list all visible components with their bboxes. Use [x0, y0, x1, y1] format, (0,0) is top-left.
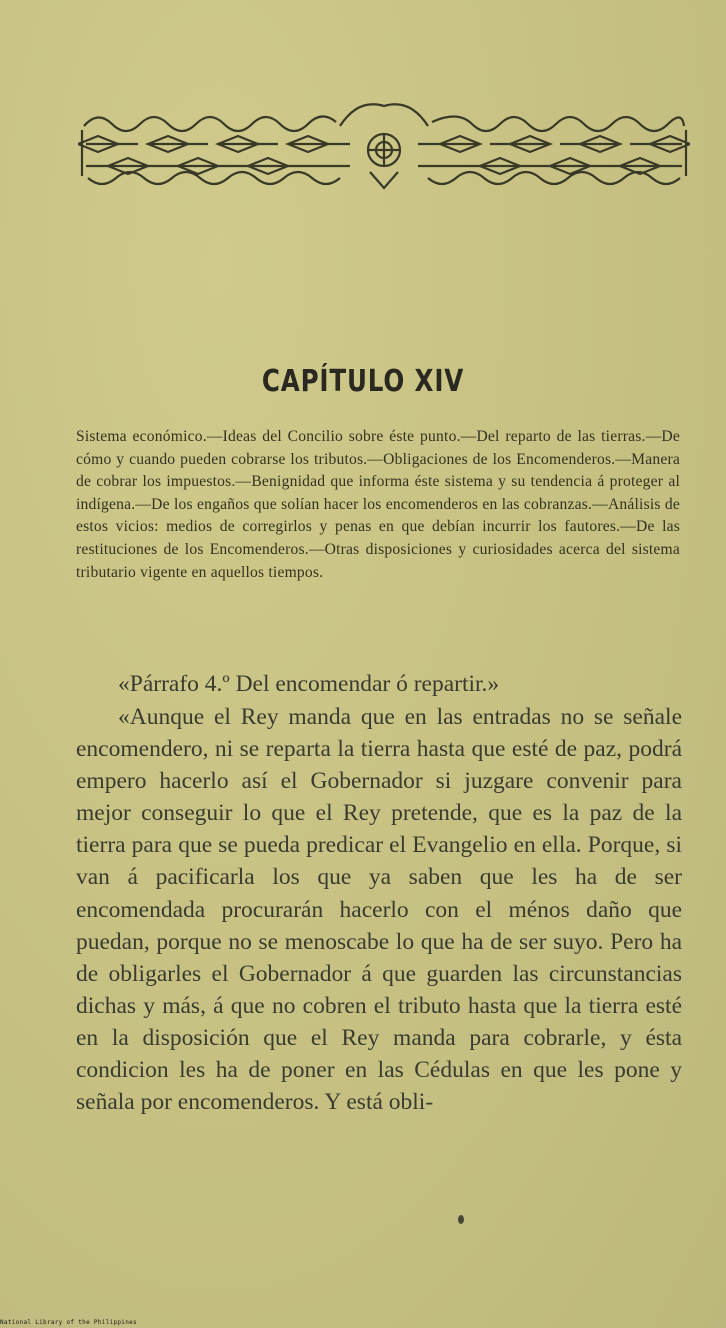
decorative-ornament-band [78, 96, 690, 192]
paragraph-heading: «Párrafo 4.º Del encomendar ó repartir.» [118, 671, 500, 697]
chapter-title: CAPÍTULO XIV [261, 364, 465, 399]
body-paragraph: «Aunque el Rey manda que en las entradas no se señale encomendero, ni se reparta la tierra hasta que esté de paz, podrá empero hacerlo así el Gobernador si juzgare convenir para mejor conseguir lo que el Rey pretende, que es la paz de la tierra para que se pueda predicar el Evangelio en ella. Porque, si van á pacificarla los que ya saben que les ha de ser encomendada procurarán hacerlo con el ménos daño que puedan, porque no se menoscabe lo que ha de ser suyo. Pero ha de obligarles el Gobernador á que guarden las circunstancias dichas y más, á que no cobren el tributo hasta que la tierra esté en la disposición que el Rey manda para cobrarle, y ésta condicion les ha de poner en las Cédulas en que les pone y señala por encomenderos. Y está obli- [76, 704, 682, 1116]
library-credit: National Library of the Philippines [0, 1319, 137, 1326]
chapter-summary: Sistema económico.—Ideas del Concilio sobre éste punto.—Del reparto de las tierras.—De cómo y cuando pueden cobrarse los tributos.—Obligaciones de los Encomenderos.—Manera de cobrar los impuestos.—Benignidad que informa éste sistema y su tendencia á proteger al indígena.—De los engaños que solían hacer los encomenderos en las cobranzas.—Análisis de estos vicios: medios de corregirlos y penas en que debían incurrir los fautores.—De las restituciones de los Encomenderos.—Otras disposiciones y curiosidades acerca del sistema tributario vigente en aquellos tiempos. [76, 428, 680, 581]
ink-dot [458, 1215, 464, 1224]
